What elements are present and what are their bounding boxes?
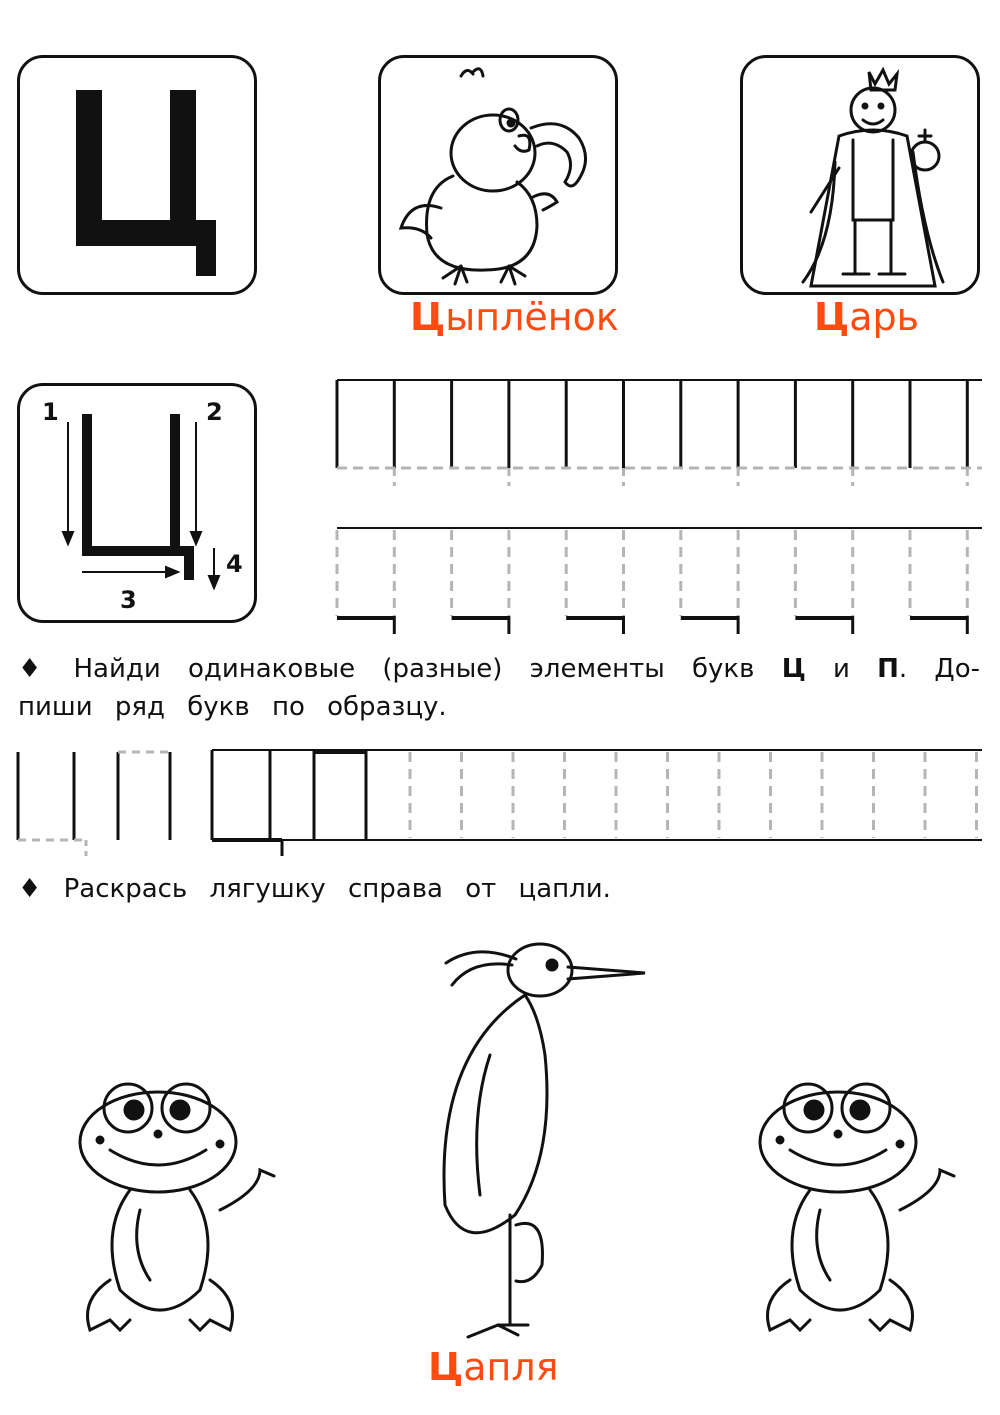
step-number-4: 4 bbox=[226, 550, 243, 578]
step-number-2: 2 bbox=[206, 398, 223, 426]
word-tsar-first-letter: Ц bbox=[814, 295, 850, 339]
task1-line1 bbox=[18, 650, 980, 688]
task1-instruction bbox=[18, 650, 980, 726]
task2-instruction bbox=[18, 870, 611, 908]
task2-text: Раскрась лягушку справа от цапли. bbox=[63, 874, 611, 904]
task1-text-c: . До- bbox=[898, 654, 981, 684]
word-tsar-rest: арь bbox=[849, 295, 920, 339]
task1-letter-tse: Ц bbox=[781, 654, 806, 684]
task1-text-a: Найди одинаковые (разные) элементы букв bbox=[73, 654, 782, 684]
word-heron-first-letter: Ц bbox=[428, 1345, 464, 1389]
word-heron bbox=[428, 1345, 559, 1389]
bullet-icon: ♦ bbox=[18, 654, 47, 684]
task1-line2: пиши ряд букв по образцу. bbox=[18, 692, 447, 722]
task1-text-b: и bbox=[805, 654, 878, 684]
step-number-1: 1 bbox=[42, 398, 59, 426]
word-heron-rest: апля bbox=[463, 1345, 559, 1389]
word-chick-first-letter: Ц bbox=[410, 295, 446, 339]
step-number-3: 3 bbox=[120, 586, 137, 614]
bullet-icon: ♦ bbox=[18, 874, 42, 904]
task1-letter-pe: П bbox=[877, 654, 899, 684]
word-chick-rest: ыплёнок bbox=[445, 295, 619, 339]
